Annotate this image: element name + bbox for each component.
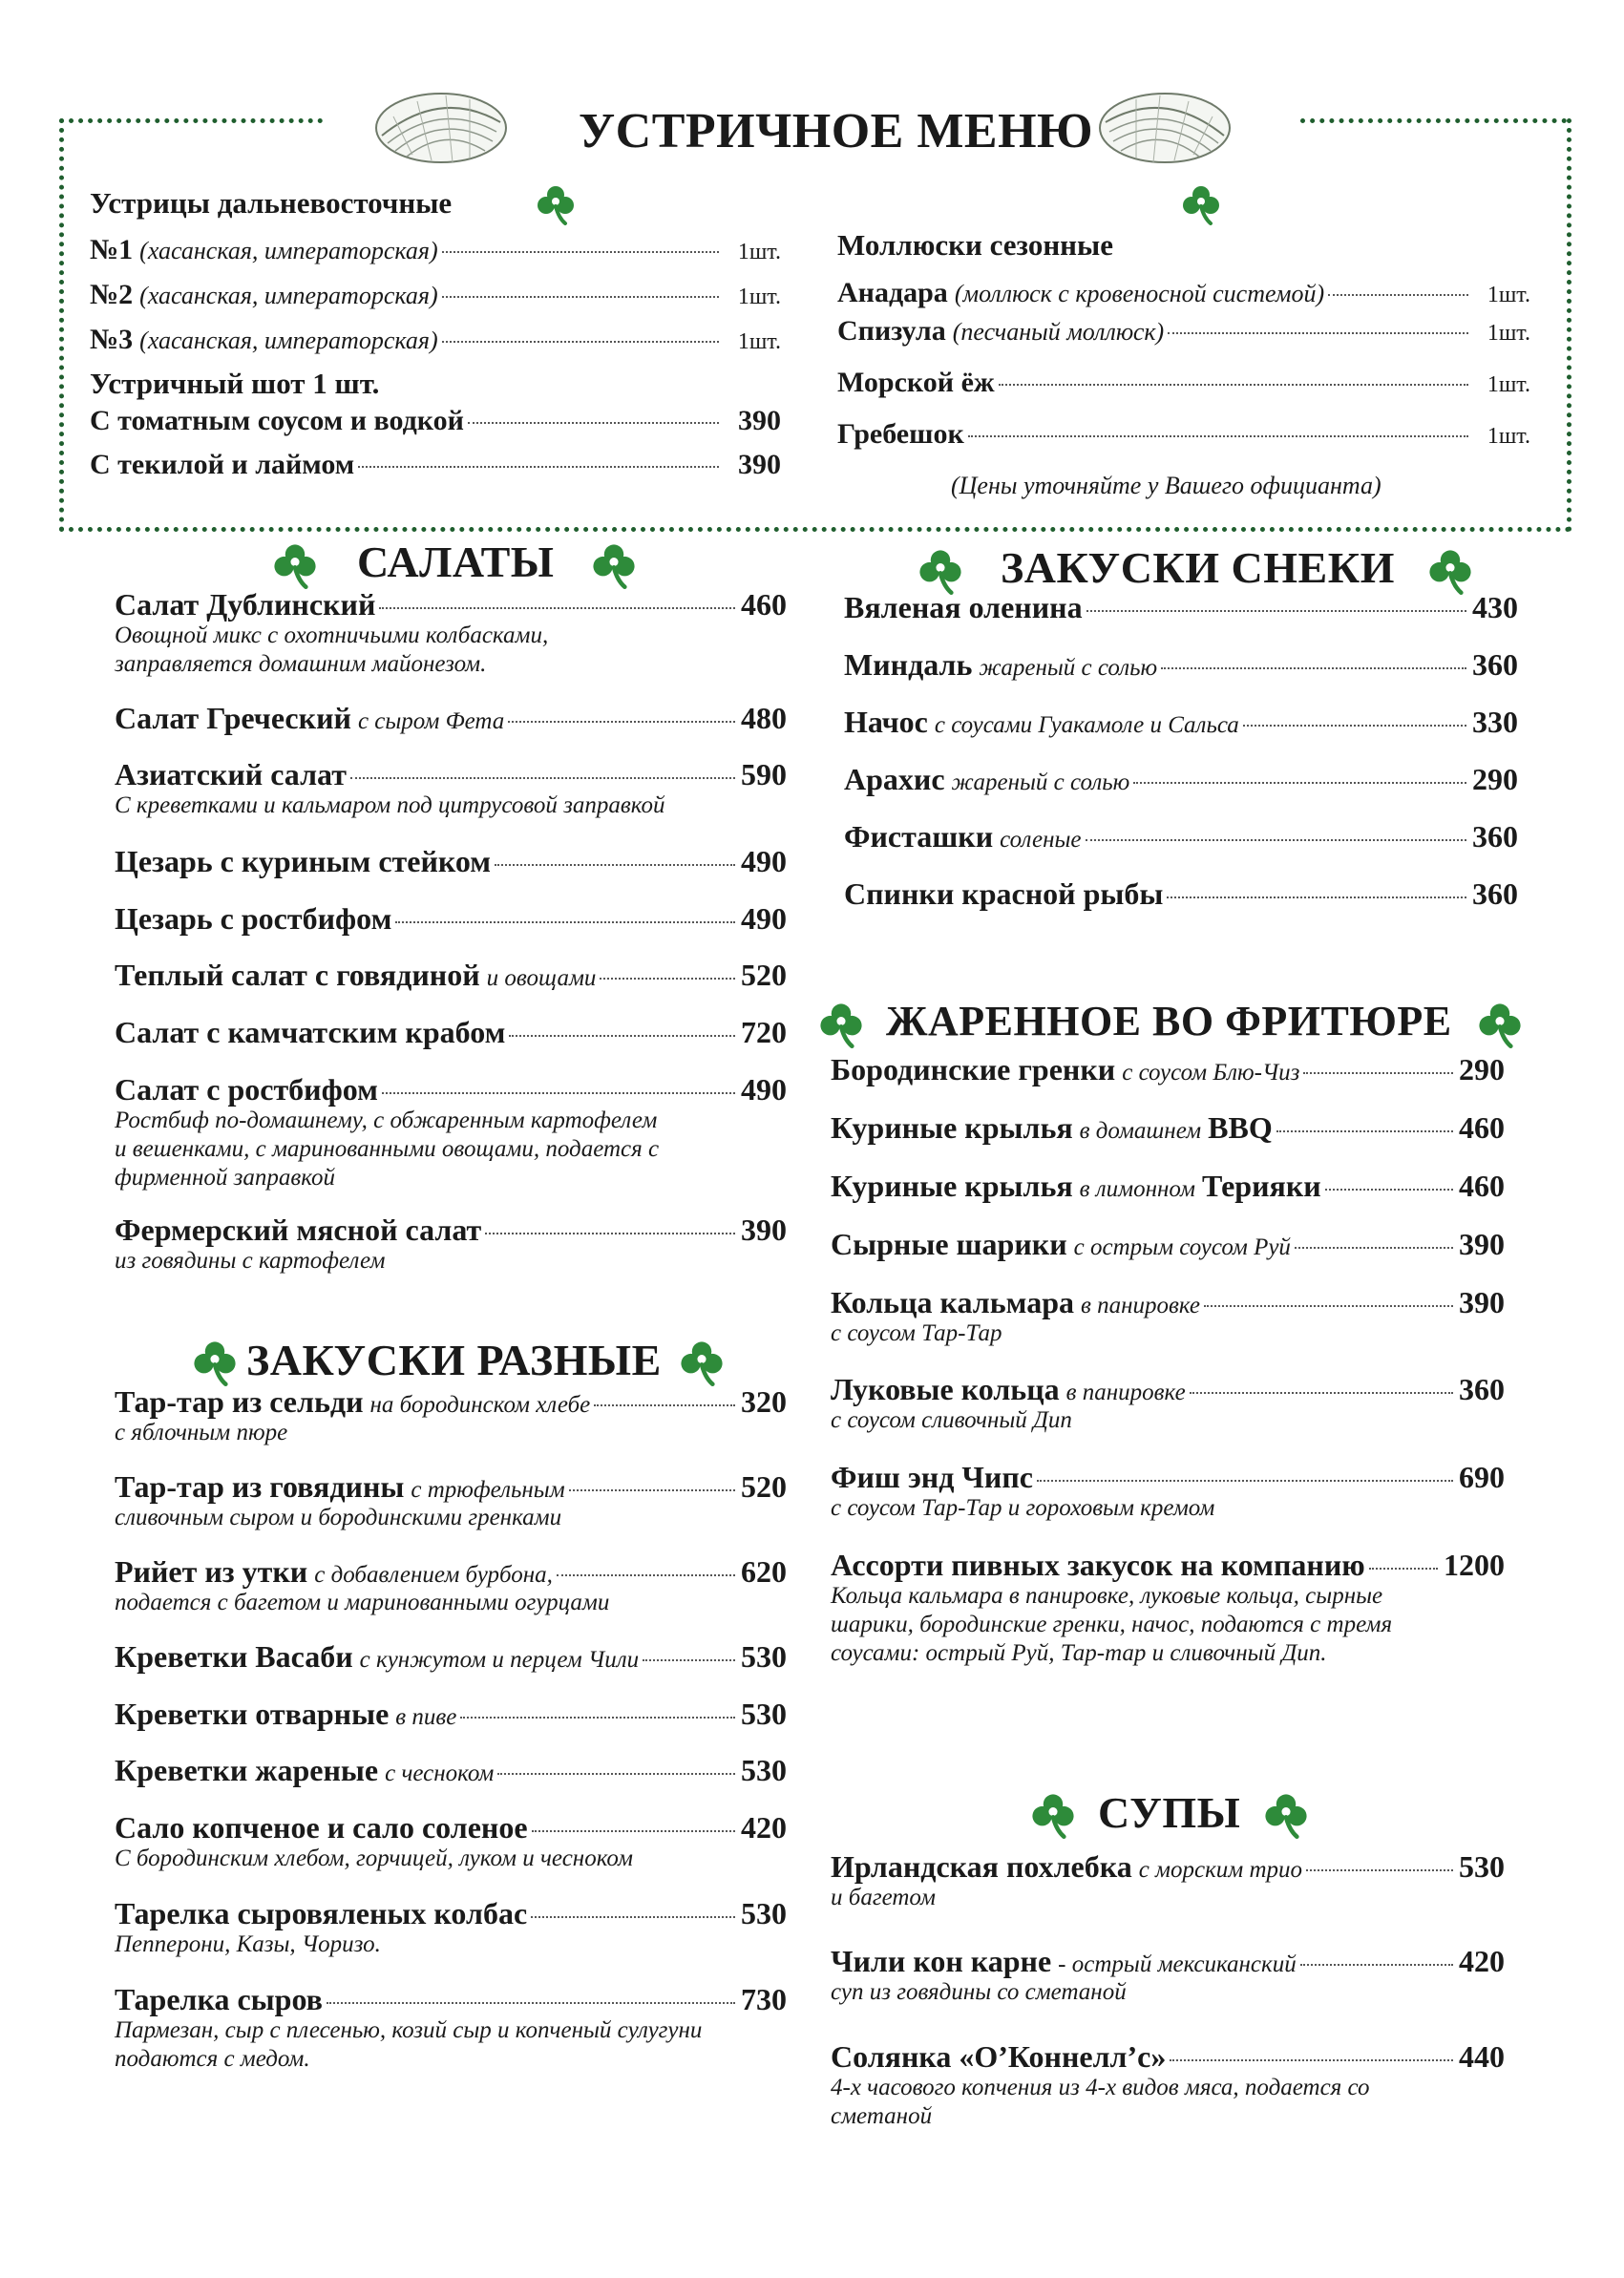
- item-note: жареный с солью: [951, 770, 1130, 795]
- item-note: с кунжутом и перцем Чили: [359, 1647, 640, 1673]
- item-price: 490: [741, 901, 787, 936]
- soups-title: СУПЫ: [1098, 1788, 1241, 1837]
- item-name: Салат Греческий: [115, 701, 351, 735]
- item-price: 460: [1459, 1110, 1505, 1145]
- item-description: С бородинским хлебом, горчицей, луком и чесноком: [115, 1846, 633, 1871]
- item-note: на бородинском хлебе: [369, 1392, 591, 1418]
- far-east-oysters-heading: Устрицы дальневосточные: [90, 186, 453, 220]
- item-price: 490: [741, 844, 787, 878]
- leader-dots: [1037, 1480, 1453, 1482]
- item-note: с добавлением бурбона,: [314, 1562, 553, 1588]
- item-note: и овощами: [486, 965, 597, 991]
- frame-top-border-left: [59, 118, 323, 123]
- leader-dots: [382, 1092, 735, 1094]
- item-description: с соусом Тар-Тар: [831, 1320, 1002, 1346]
- item-name: Рийет из утки: [115, 1554, 308, 1589]
- item-name: Ирландская похлебка: [831, 1849, 1132, 1884]
- menu-item-row: [831, 1460, 1505, 1495]
- item-name: Бородинские гренки: [831, 1052, 1116, 1086]
- menu-item-row: [115, 1469, 787, 1505]
- leader-dots: [358, 466, 719, 468]
- item-unit: 1шт.: [737, 329, 781, 354]
- item-description: с яблочным пюре: [115, 1420, 288, 1445]
- item-name: Сало копченое и сало соленое: [115, 1810, 528, 1845]
- menu-item-row: [115, 958, 787, 993]
- leader-dots: [1328, 294, 1468, 296]
- menu-item-row: [831, 2039, 1505, 2075]
- item-note: (моллюск с кровеносной системой): [954, 280, 1325, 307]
- leader-dots: [327, 2002, 735, 2004]
- item-price: 620: [741, 1554, 787, 1589]
- menu-item-row: [90, 324, 781, 356]
- item-name: Анадара: [837, 277, 948, 308]
- item-price: 440: [1459, 2039, 1505, 2074]
- leader-dots: [1167, 896, 1466, 898]
- oyster-shell-icon: [1093, 88, 1232, 169]
- item-name: Теплый салат с говядиной: [115, 958, 480, 992]
- fried-title: ЖАРЕННОЕ ВО ФРИТЮРЕ: [886, 998, 1452, 1044]
- item-price: 520: [741, 1469, 787, 1504]
- item-description: Пармезан, сыр с плесенью, козий сыр и копченый сулугуни: [115, 2017, 703, 2043]
- item-name: Тарелка сыровяленых колбас: [115, 1896, 528, 1930]
- menu-item-row: [844, 590, 1518, 625]
- item-unit: 1шт.: [1487, 372, 1530, 397]
- item-name: Сырные шарики: [831, 1227, 1067, 1261]
- item-name: Салат с камчатским крабом: [115, 1015, 506, 1049]
- leader-dots: [532, 1830, 735, 1832]
- item-price: 290: [1459, 1052, 1505, 1086]
- item-description: Кольца кальмара в панировке, луковые кольца, сырные: [831, 1583, 1383, 1609]
- leader-dots: [1204, 1305, 1453, 1307]
- item-name: Фисташки: [844, 819, 994, 854]
- item-price: 460: [741, 587, 787, 622]
- item-price: 460: [1459, 1169, 1505, 1203]
- item-price: 290: [1472, 762, 1518, 796]
- item-price: 360: [1472, 876, 1518, 911]
- price-note: (Цены уточняйте у Вашего официанта): [951, 472, 1381, 499]
- item-note: - острый мексиканский: [1058, 1951, 1297, 1977]
- shamrock-icon: [271, 541, 319, 589]
- menu-item-row: [115, 1384, 787, 1420]
- menu-item-row: [844, 647, 1518, 683]
- leader-dots: [531, 1916, 735, 1918]
- item-unit: 1шт.: [737, 240, 781, 264]
- menu-item-row: [115, 901, 787, 937]
- menu-item-row: [837, 367, 1530, 399]
- item-note: с чесноком: [385, 1761, 495, 1786]
- item-price: 360: [1472, 819, 1518, 854]
- leader-dots: [1295, 1247, 1453, 1249]
- item-name: №1: [90, 234, 134, 265]
- item-price: 480: [741, 701, 787, 735]
- item-price: 490: [741, 1072, 787, 1107]
- leader-dots: [495, 864, 735, 866]
- item-name: Ассорти пивных закусок на компанию: [831, 1548, 1365, 1582]
- item-price: 360: [1472, 647, 1518, 682]
- leader-dots: [557, 1574, 735, 1576]
- item-name: Салат с ростбифом: [115, 1072, 378, 1107]
- item-name: Тар-тар из говядины: [115, 1469, 405, 1504]
- menu-item-row: [115, 1554, 787, 1590]
- menu-item-row: [90, 405, 781, 437]
- item-price: 1200: [1444, 1548, 1505, 1582]
- item-name: Миндаль: [844, 647, 973, 682]
- item-price: 730: [741, 1982, 787, 2016]
- item-name: Морской ёж: [837, 367, 995, 398]
- item-price: 520: [741, 958, 787, 992]
- menu-item-row: [115, 1753, 787, 1788]
- menu-item-row: [115, 587, 787, 622]
- item-note: с соусом Блю-Чиз: [1122, 1060, 1300, 1086]
- item-description: Пепперони, Казы, Чоризо.: [115, 1931, 381, 1957]
- item-price: 530: [1459, 1849, 1505, 1884]
- item-note: с острым соусом Руй: [1073, 1234, 1291, 1260]
- item-description: и багетом: [831, 1885, 936, 1910]
- shamrock-icon: [917, 547, 964, 595]
- menu-item-row: [115, 1015, 787, 1050]
- item-description: соусами: острый Руй, Тар-тар и сливочный Дип.: [831, 1640, 1327, 1666]
- item-description: с соусом Тар-Тар и гороховым кремом: [831, 1495, 1215, 1521]
- item-price: 390: [1459, 1285, 1505, 1319]
- item-name: Тарелка сыров: [115, 1982, 323, 2016]
- leader-dots: [1133, 782, 1466, 784]
- leader-dots: [1086, 610, 1466, 612]
- item-description: шарики, бородинские гренки, начос, подаются с тремя: [831, 1612, 1393, 1637]
- menu-item-row: [831, 1052, 1505, 1087]
- leader-dots: [594, 1404, 735, 1406]
- shamrock-icon: [590, 541, 638, 589]
- shamrock-icon: [1180, 183, 1222, 225]
- item-price: 430: [1472, 590, 1518, 624]
- item-description: с соусом сливочный Дип: [831, 1407, 1072, 1433]
- item-name-tail: BBQ: [1208, 1110, 1273, 1145]
- item-note: в пиве: [395, 1704, 457, 1730]
- item-name: Фиш энд Чипс: [831, 1460, 1033, 1494]
- item-name: Гребешок: [837, 418, 964, 450]
- item-note: с морским трио: [1138, 1857, 1303, 1883]
- leader-dots: [968, 435, 1468, 437]
- leader-dots: [1306, 1869, 1453, 1871]
- item-description: Овощной микс с охотничьими колбасками,: [115, 622, 549, 648]
- leader-dots: [1300, 1964, 1453, 1966]
- item-note: (хасанская, императорская): [139, 327, 438, 354]
- item-price: 530: [741, 1639, 787, 1674]
- leader-dots: [509, 1035, 735, 1037]
- item-name: Салат Дублинский: [115, 587, 376, 622]
- item-description: суп из говядины со сметаной: [831, 1979, 1127, 2005]
- item-price: 360: [1459, 1372, 1505, 1406]
- shamrock-icon: [1262, 1791, 1310, 1839]
- oyster-menu-title: УСТРИЧНОЕ МЕНЮ: [579, 104, 1094, 158]
- item-price: 390: [1459, 1227, 1505, 1261]
- item-note: (хасанская, императорская): [139, 237, 438, 264]
- item-name: Куриные крылья: [831, 1169, 1073, 1203]
- item-name: №2: [90, 279, 134, 310]
- item-price: 530: [741, 1896, 787, 1930]
- item-description: подаются с медом.: [115, 2046, 310, 2072]
- item-name: Тар-тар из сельди: [115, 1384, 364, 1419]
- shamrock-icon: [678, 1339, 726, 1386]
- item-name: Кольца кальмара: [831, 1285, 1074, 1319]
- leader-dots: [442, 296, 719, 298]
- item-price: 590: [741, 757, 787, 791]
- menu-item-row: [831, 1110, 1505, 1146]
- item-price: 320: [741, 1384, 787, 1419]
- item-name: Креветки Васаби: [115, 1639, 353, 1674]
- menu-item-row: [831, 1227, 1505, 1262]
- item-name: Чили кон карне: [831, 1944, 1052, 1978]
- item-note: в лимонном: [1079, 1176, 1195, 1202]
- snacks-beer-title: ЗАКУСКИ СНЕКИ: [1001, 543, 1395, 592]
- menu-item-row: [90, 279, 781, 311]
- menu-item-row: [115, 1213, 787, 1248]
- leader-dots: [1170, 2059, 1453, 2061]
- leader-dots: [1243, 725, 1466, 727]
- shamrock-icon: [535, 183, 577, 225]
- leader-dots: [442, 251, 719, 253]
- leader-dots: [1190, 1392, 1453, 1394]
- shamrock-icon: [1476, 1001, 1524, 1048]
- leader-dots: [569, 1489, 735, 1491]
- item-price: 330: [1472, 705, 1518, 739]
- shamrock-icon: [817, 1001, 865, 1048]
- item-name: Спинки красной рыбы: [844, 876, 1164, 911]
- leader-dots: [485, 1233, 735, 1234]
- leader-dots: [1369, 1568, 1438, 1570]
- menu-item-row: [844, 762, 1518, 797]
- leader-dots: [497, 1773, 735, 1775]
- shamrock-icon: [1426, 547, 1474, 595]
- item-description: подается с багетом и маринованными огурцами: [115, 1590, 610, 1615]
- item-description: сливочным сыром и бородинскими гренками: [115, 1505, 562, 1530]
- item-description: фирменной заправкой: [115, 1165, 335, 1191]
- frame-top-border-right: [1300, 118, 1567, 123]
- item-price: 530: [741, 1697, 787, 1731]
- menu-item-row: [844, 705, 1518, 740]
- item-name: Спизула: [837, 315, 946, 347]
- menu-item-row: [831, 1548, 1505, 1583]
- item-unit: 1шт.: [1487, 424, 1530, 449]
- item-name: Луковые кольца: [831, 1372, 1060, 1406]
- leader-dots: [1168, 332, 1468, 334]
- leader-dots: [1276, 1130, 1453, 1132]
- menu-item-row: [844, 819, 1518, 854]
- item-description: Ростбиф по-домашнему, с обжаренным картофелем: [115, 1107, 658, 1133]
- item-description: из говядины с картофелем: [115, 1248, 386, 1274]
- item-description: и вешенками, с маринованными овощами, подается с: [115, 1136, 660, 1162]
- menu-item-row: [115, 1810, 787, 1846]
- item-name-tail: Терияки: [1201, 1169, 1321, 1203]
- oyster-shot-heading: Устричный шот 1 шт.: [90, 367, 380, 400]
- item-note: (песчаный моллюск): [952, 318, 1165, 346]
- item-price: 390: [741, 1213, 787, 1247]
- item-name: С текилой и лаймом: [90, 449, 355, 480]
- leader-dots: [350, 777, 735, 779]
- menu-item-row: [831, 1372, 1505, 1407]
- item-unit: 1шт.: [1487, 283, 1530, 307]
- item-price: 720: [741, 1015, 787, 1049]
- seasonal-mollusks-heading: Моллюски сезонные: [837, 228, 1114, 262]
- leader-dots: [1325, 1189, 1453, 1191]
- menu-item-row: [831, 1169, 1505, 1204]
- oyster-shell-icon: [374, 88, 513, 169]
- item-note: с трюфельным: [411, 1477, 565, 1503]
- item-name: №3: [90, 324, 134, 355]
- menu-item-row: [831, 1285, 1505, 1320]
- item-name: Креветки жареные: [115, 1753, 379, 1787]
- item-name: Куриные крылья: [831, 1110, 1073, 1145]
- menu-item-row: [115, 1639, 787, 1675]
- leader-dots: [1161, 667, 1466, 669]
- leader-dots: [999, 384, 1468, 386]
- leader-dots: [508, 721, 735, 723]
- item-price: 690: [1459, 1460, 1505, 1494]
- shamrock-icon: [191, 1339, 239, 1386]
- item-name: Вяленая оленина: [844, 590, 1083, 624]
- item-note: соленые: [1000, 827, 1082, 853]
- item-name: С томатным соусом и водкой: [90, 405, 464, 436]
- menu-item-row: [837, 315, 1530, 348]
- menu-item-row: [837, 418, 1530, 451]
- item-unit: 1шт.: [1487, 321, 1530, 346]
- salads-title: САЛАТЫ: [357, 538, 555, 586]
- item-name: Начос: [844, 705, 928, 739]
- item-price: 420: [1459, 1944, 1505, 1978]
- item-name: Цезарь с куриным стейком: [115, 844, 492, 878]
- item-note: с соусами Гуакамоле и Сальса: [934, 712, 1239, 738]
- menu-item-row: [90, 449, 781, 481]
- leader-dots: [468, 422, 719, 424]
- menu-item-row: [115, 1982, 787, 2017]
- leader-dots: [395, 921, 735, 923]
- item-note: жареный с солью: [979, 655, 1158, 681]
- menu-item-row: [115, 1072, 787, 1107]
- leader-dots: [1086, 839, 1466, 841]
- leader-dots: [1303, 1072, 1453, 1074]
- leader-dots: [379, 607, 735, 609]
- item-name: Фермерский мясной салат: [115, 1213, 482, 1247]
- leader-dots: [460, 1717, 735, 1719]
- item-price: 390: [738, 449, 781, 480]
- snacks-misc-title: ЗАКУСКИ РАЗНЫЕ: [246, 1336, 662, 1384]
- item-name: Азиатский салат: [115, 757, 347, 791]
- menu-item-row: [831, 1849, 1505, 1885]
- item-price: 420: [741, 1810, 787, 1845]
- item-description: сметаной: [831, 2103, 933, 2129]
- menu-item-row: [115, 1896, 787, 1931]
- menu-item-row: [115, 757, 787, 792]
- item-note: (хасанская, императорская): [139, 282, 438, 309]
- item-name: Цезарь с ростбифом: [115, 901, 392, 936]
- menu-item-row: [831, 1944, 1505, 1979]
- item-note: в панировке: [1065, 1380, 1186, 1405]
- leader-dots: [643, 1659, 735, 1661]
- item-name: Солянка «О’Коннелл’с»: [831, 2039, 1167, 2074]
- item-price: 530: [741, 1753, 787, 1787]
- item-name: Креветки отварные: [115, 1697, 390, 1731]
- shamrock-icon: [1029, 1791, 1077, 1839]
- item-unit: 1шт.: [737, 285, 781, 309]
- item-name: Арахис: [844, 762, 945, 796]
- item-price: 390: [738, 405, 781, 436]
- item-description: заправляется домашним майонезом.: [115, 651, 487, 677]
- menu-item-row: [844, 876, 1518, 912]
- menu-item-row: [115, 1697, 787, 1732]
- menu-item-row: [115, 844, 787, 879]
- leader-dots: [600, 978, 735, 980]
- menu-item-row: [115, 701, 787, 736]
- item-note: в панировке: [1080, 1293, 1201, 1318]
- item-description: С креветками и кальмаром под цитрусовой заправкой: [115, 792, 665, 818]
- menu-item-row: [837, 277, 1530, 309]
- menu-item-row: [90, 234, 781, 266]
- item-note: с сыром Фета: [357, 708, 505, 734]
- item-description: 4-х часового копчения из 4-х видов мяса, подается со: [831, 2075, 1370, 2100]
- leader-dots: [442, 341, 719, 343]
- item-note: в домашнем: [1079, 1118, 1202, 1144]
